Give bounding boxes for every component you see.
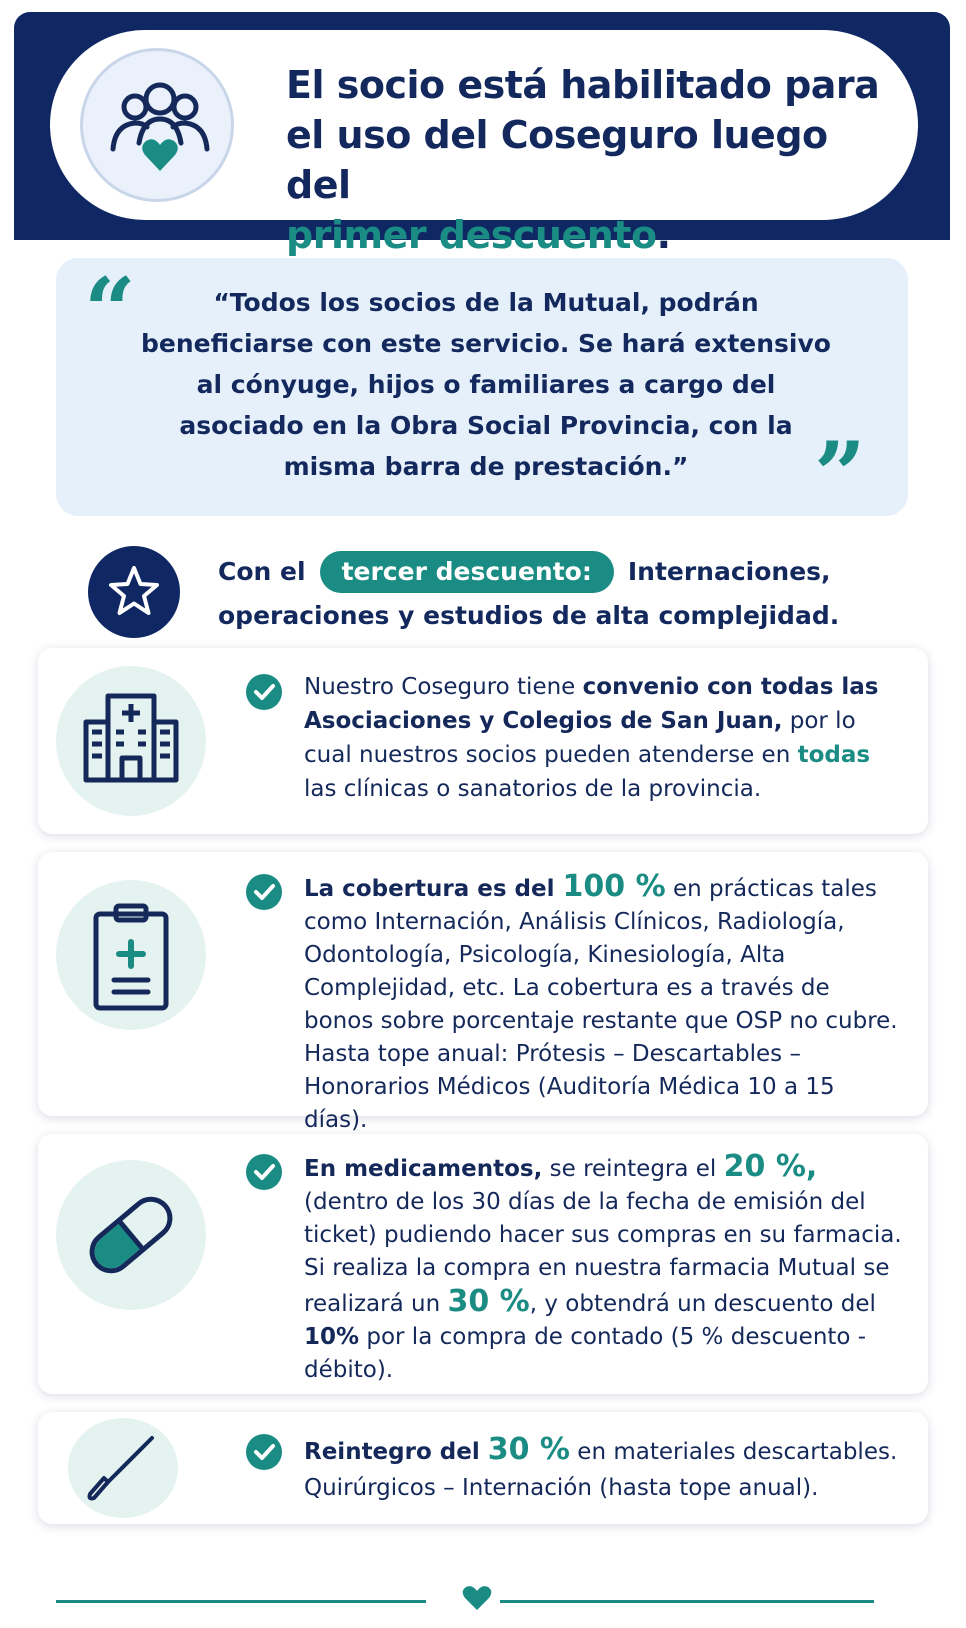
hospital-icon bbox=[56, 666, 206, 816]
card-medicamentos-text bbox=[304, 1150, 904, 1387]
card3-bold1: En medicamentos, bbox=[304, 1156, 543, 1182]
title-line1: El socio está habilitado para bbox=[286, 63, 880, 107]
third-discount-text bbox=[218, 550, 938, 638]
card3-text1: se reintegra el bbox=[542, 1156, 724, 1182]
check-icon bbox=[246, 674, 282, 710]
header-title bbox=[286, 60, 896, 260]
header-banner bbox=[14, 12, 950, 257]
title-line2: el uso del Coseguro luego del bbox=[286, 113, 828, 207]
card1-text3: las clínicas o sanatorios de la provincia. bbox=[304, 776, 762, 802]
open-quote-icon: “ bbox=[84, 258, 136, 364]
card3-text4: por la compra de contado (5 % descuento - débito). bbox=[304, 1324, 867, 1383]
card-convenio bbox=[38, 648, 928, 834]
card1-highlight: todas bbox=[797, 742, 871, 768]
card2-percent: 100 % bbox=[562, 869, 666, 904]
footer-line-left bbox=[56, 1600, 426, 1603]
check-icon bbox=[246, 1434, 282, 1470]
header-pill bbox=[50, 30, 918, 257]
third-discount-row bbox=[0, 540, 966, 640]
third-discount-rest: Internaciones, operaciones y estudios de alta complejidad. bbox=[218, 557, 840, 630]
card-cobertura bbox=[38, 852, 928, 1133]
third-discount-badge: tercer descuento: bbox=[320, 551, 614, 593]
card3-text2: (dentro de los 30 días de la fecha de emisión del ticket) pudiendo hacer sus compras en su farmacia. Si realiza la compra en nuestra farmacia Mutual se realizará un bbox=[304, 1189, 902, 1317]
card1-text1: Nuestro Coseguro tiene bbox=[304, 674, 583, 700]
card1-text2: por lo cual nuestros socios pueden atenderse en bbox=[304, 708, 856, 768]
card-descartables bbox=[38, 1412, 928, 1524]
heart-icon bbox=[462, 1584, 492, 1616]
card4-percent: 30 % bbox=[487, 1432, 570, 1467]
card3-text3: , y obtendrá un descuento del bbox=[529, 1291, 876, 1317]
quote-text: “Todos los socios de la Mutual, podrán beneficiarse con este servicio. Se hará extensivo al cónyuge, hijos o familiares a cargo del asociado en la Obra Social Provincia, con la misma barra de prestación.” bbox=[141, 288, 831, 481]
close-quote-icon: ” bbox=[814, 422, 866, 528]
check-icon bbox=[246, 1154, 282, 1190]
card3-percent2: 30 % bbox=[447, 1284, 530, 1319]
card-medicamentos bbox=[38, 1134, 928, 1394]
pill-icon bbox=[56, 1160, 206, 1310]
people-heart-icon bbox=[80, 48, 234, 202]
card4-text1: en materiales descartables. Quirúrgicos – Internación (hasta tope anual). bbox=[304, 1439, 898, 1501]
card2-bold1: La cobertura es del bbox=[304, 876, 563, 902]
star-icon bbox=[88, 546, 180, 638]
clipboard-icon bbox=[56, 880, 206, 1030]
card1-bold1: convenio con todas las Asociaciones y Colegios de San Juan, bbox=[304, 674, 879, 734]
card-descartables-text bbox=[304, 1432, 904, 1506]
card4-bold1: Reintegro del bbox=[304, 1439, 488, 1465]
card3-percent1: 20 %, bbox=[723, 1149, 818, 1184]
card-cobertura-text bbox=[304, 870, 904, 1137]
card-convenio-text bbox=[304, 670, 904, 806]
title-highlight: primer descuento bbox=[286, 213, 657, 257]
third-discount-prefix: Con el bbox=[218, 557, 306, 586]
scalpel-icon bbox=[68, 1418, 178, 1518]
card3-bold2: 10% bbox=[304, 1324, 360, 1350]
card2-text1: en prácticas tales como Internación, Análisis Clínicos, Radiología, Odontología, Psicología, Kinesiología, Alta Complejidad, etc. La cobertura es a través de bonos sobre porcentaje restante que OSP no cubre. Hasta tope anual: Prótesis – Descartables – Honorarios Médicos (Auditoría Médica 10 a 15 días). bbox=[304, 876, 898, 1133]
footer-line-right bbox=[500, 1600, 874, 1603]
check-icon bbox=[246, 874, 282, 910]
quote-box bbox=[56, 258, 908, 528]
title-end: . bbox=[656, 213, 671, 257]
